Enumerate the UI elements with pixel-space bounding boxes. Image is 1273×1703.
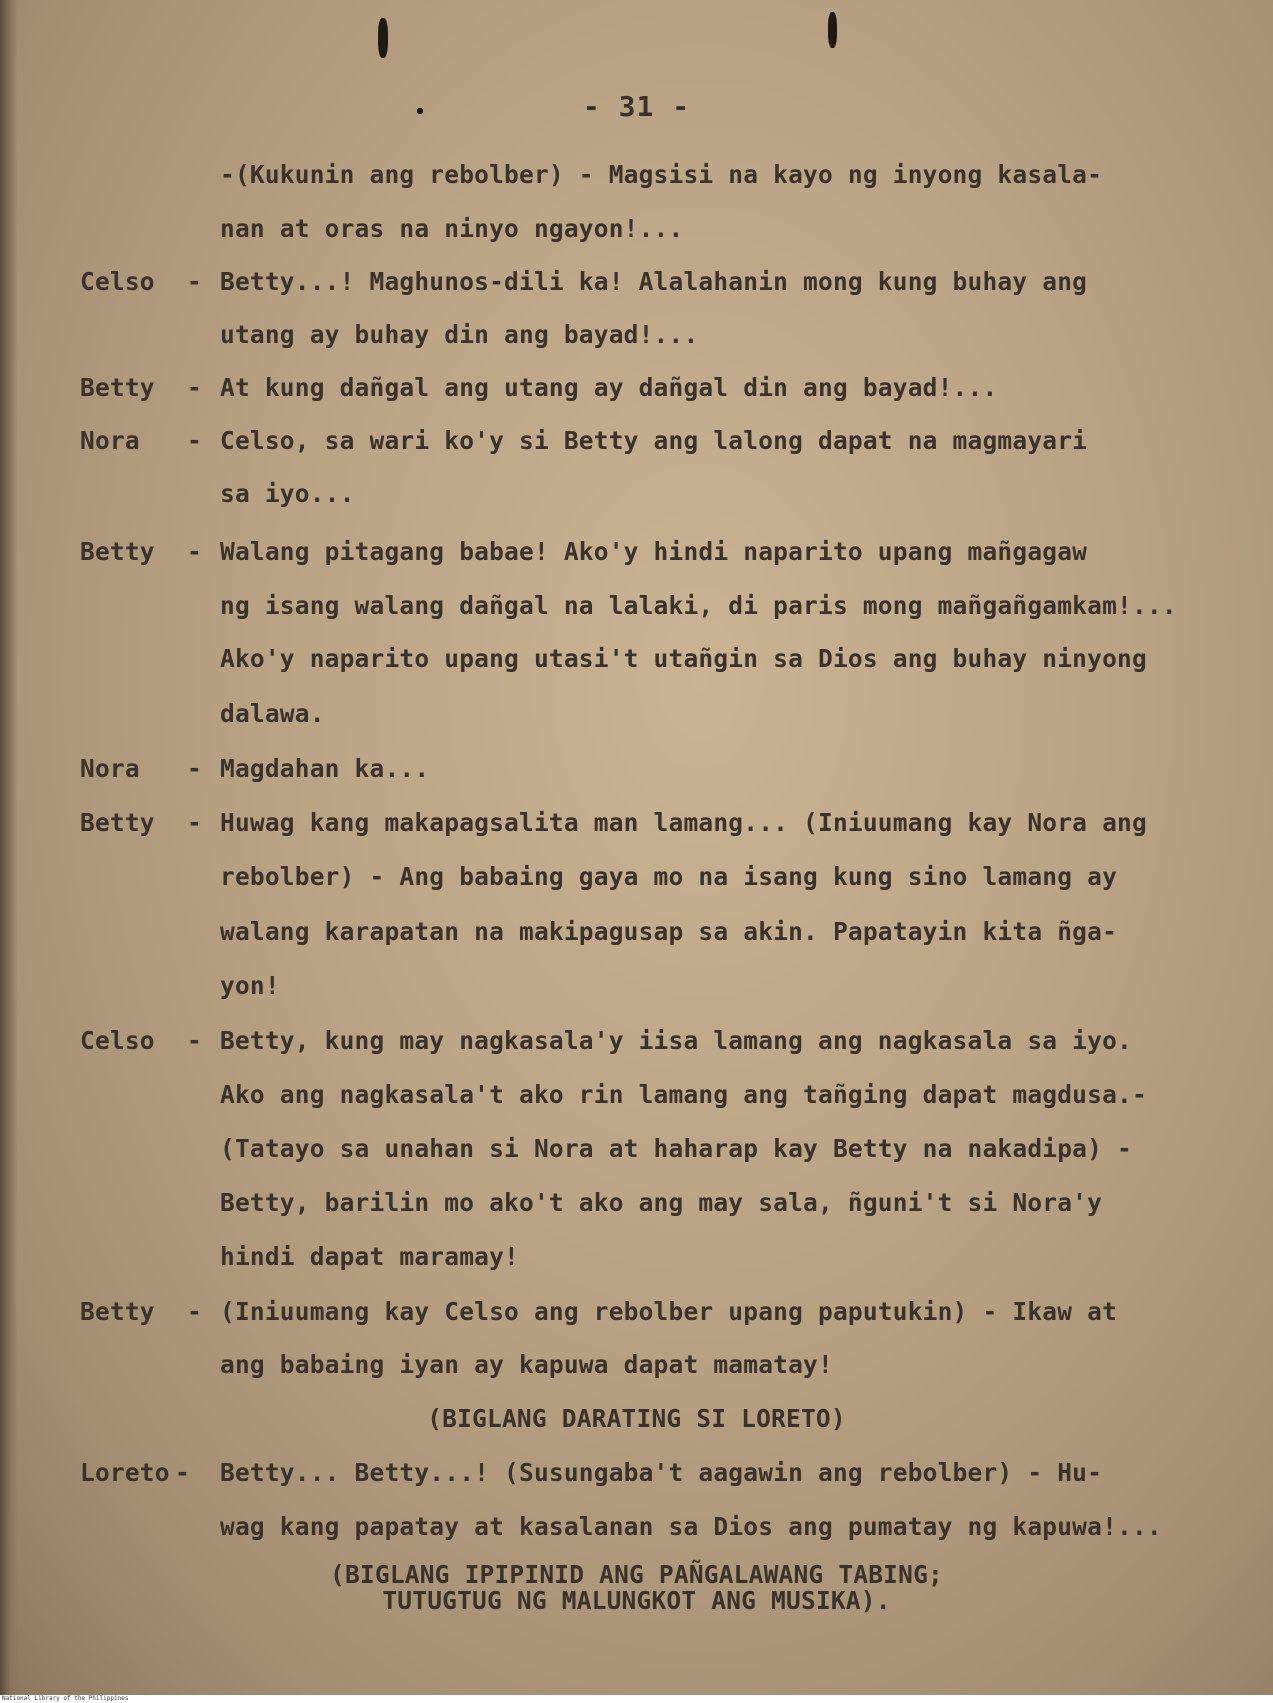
dialogue-line: Magdahan ka... xyxy=(220,754,430,783)
binding-hole-mark-left xyxy=(378,18,388,58)
speaker-dash: - xyxy=(175,1458,190,1487)
dialogue-line: Betty...! Maghunos-dili ka! Alalahanin mong kung buhay ang xyxy=(220,267,1088,296)
speaker-name: Celso xyxy=(80,1026,155,1055)
dialogue-line: Betty, kung may nagkasala'y iisa lamang ang nagkasala sa iyo. xyxy=(220,1026,1132,1055)
dialogue-line: sa iyo... xyxy=(220,479,355,508)
dialogue-line: rebolber) - Ang babaing gaya mo na isang kung sino lamang ay xyxy=(220,862,1118,891)
page-number: - 31 - xyxy=(582,90,691,123)
dialogue-line: wag kang papatay at kasalanan sa Dios ang pumatay ng kapuwa!... xyxy=(220,1512,1162,1541)
library-footer: National Library of the Philippines xyxy=(2,1695,129,1702)
dialogue-line: hindi dapat maramay! xyxy=(220,1242,520,1271)
binding-hole-mark-right xyxy=(828,12,837,48)
dialogue-line: Celso, sa wari ko'y si Betty ang lalong dapat na magmayari xyxy=(220,426,1088,455)
dialogue-line: ng isang walang dañgal na lalaki, di paris mong mañgañgamkam!... xyxy=(220,591,1177,620)
speaker-dash: - xyxy=(187,373,202,402)
speaker-dash: - xyxy=(187,808,202,837)
stage-direction: TUTUGTUG NG MALUNGKOT ANG MUSIKA). xyxy=(382,1586,891,1615)
stage-direction: (BIGLANG IPIPINID ANG PAÑGALAWANG TABING; xyxy=(330,1560,943,1589)
dialogue-line: yon! xyxy=(220,971,280,1000)
speaker-name: Betty xyxy=(80,373,155,402)
dialogue-line: Walang pitagang babae! Ako'y hindi naparito upang mañgagaw xyxy=(220,537,1088,566)
dialogue-line: Ako ang nagkasala't ako rin lamang ang tañging dapat magdusa.- xyxy=(220,1080,1147,1109)
page-edge-shadow xyxy=(0,0,18,1695)
dialogue-line: At kung dañgal ang utang ay dañgal din ang bayad!... xyxy=(220,373,998,402)
speaker-name: Celso xyxy=(80,267,155,296)
speaker-dash: - xyxy=(187,1026,202,1055)
speaker-name: Nora xyxy=(80,754,140,783)
stage-direction: (BIGLANG DARATING SI LORETO) xyxy=(427,1404,846,1433)
dialogue-line: dalawa. xyxy=(220,699,325,728)
dialogue-line: Ako'y naparito upang utasi't utañgin sa Dios ang buhay ninyong xyxy=(220,644,1147,673)
dialogue-line: walang karapatan na makipagusap sa akin. Papatayin kita ñga- xyxy=(220,917,1118,946)
speaker-dash: - xyxy=(187,754,202,783)
speaker-name: Betty xyxy=(80,537,155,566)
speaker-dash: - xyxy=(187,1297,202,1326)
speaker-dash: - xyxy=(187,537,202,566)
dialogue-line: utang ay buhay din ang bayad!... xyxy=(220,320,699,349)
dialogue-line: Betty, barilin mo ako't ako ang may sala, ñguni't si Nora'y xyxy=(220,1188,1103,1217)
dialogue-line: Betty... Betty...! (Susungaba't aagawin ang rebolber) - Hu- xyxy=(220,1458,1103,1487)
script-line: -(Kukunin ang rebolber) - Magsisi na kayo ng inyong kasala- xyxy=(220,160,1103,189)
speaker-name: Loreto xyxy=(80,1458,170,1487)
speaker-name: Betty xyxy=(80,808,155,837)
dialogue-line: (Iniuumang kay Celso ang rebolber upang paputukin) - Ikaw at xyxy=(220,1297,1118,1326)
speaker-dash: - xyxy=(187,426,202,455)
speaker-dash: - xyxy=(187,267,202,296)
speaker-name: Betty xyxy=(80,1297,155,1326)
script-line: nan at oras na ninyo ngayon!... xyxy=(220,214,684,243)
dialogue-line: Huwag kang makapagsalita man lamang... (Iniuumang kay Nora ang xyxy=(220,808,1147,837)
dialogue-line: (Tatayo sa unahan si Nora at haharap kay Betty na nakadipa) - xyxy=(220,1134,1132,1163)
footer-strip xyxy=(0,1695,1273,1703)
speaker-name: Nora xyxy=(80,426,140,455)
dialogue-line: ang babaing iyan ay kapuwa dapat mamatay! xyxy=(220,1350,833,1379)
